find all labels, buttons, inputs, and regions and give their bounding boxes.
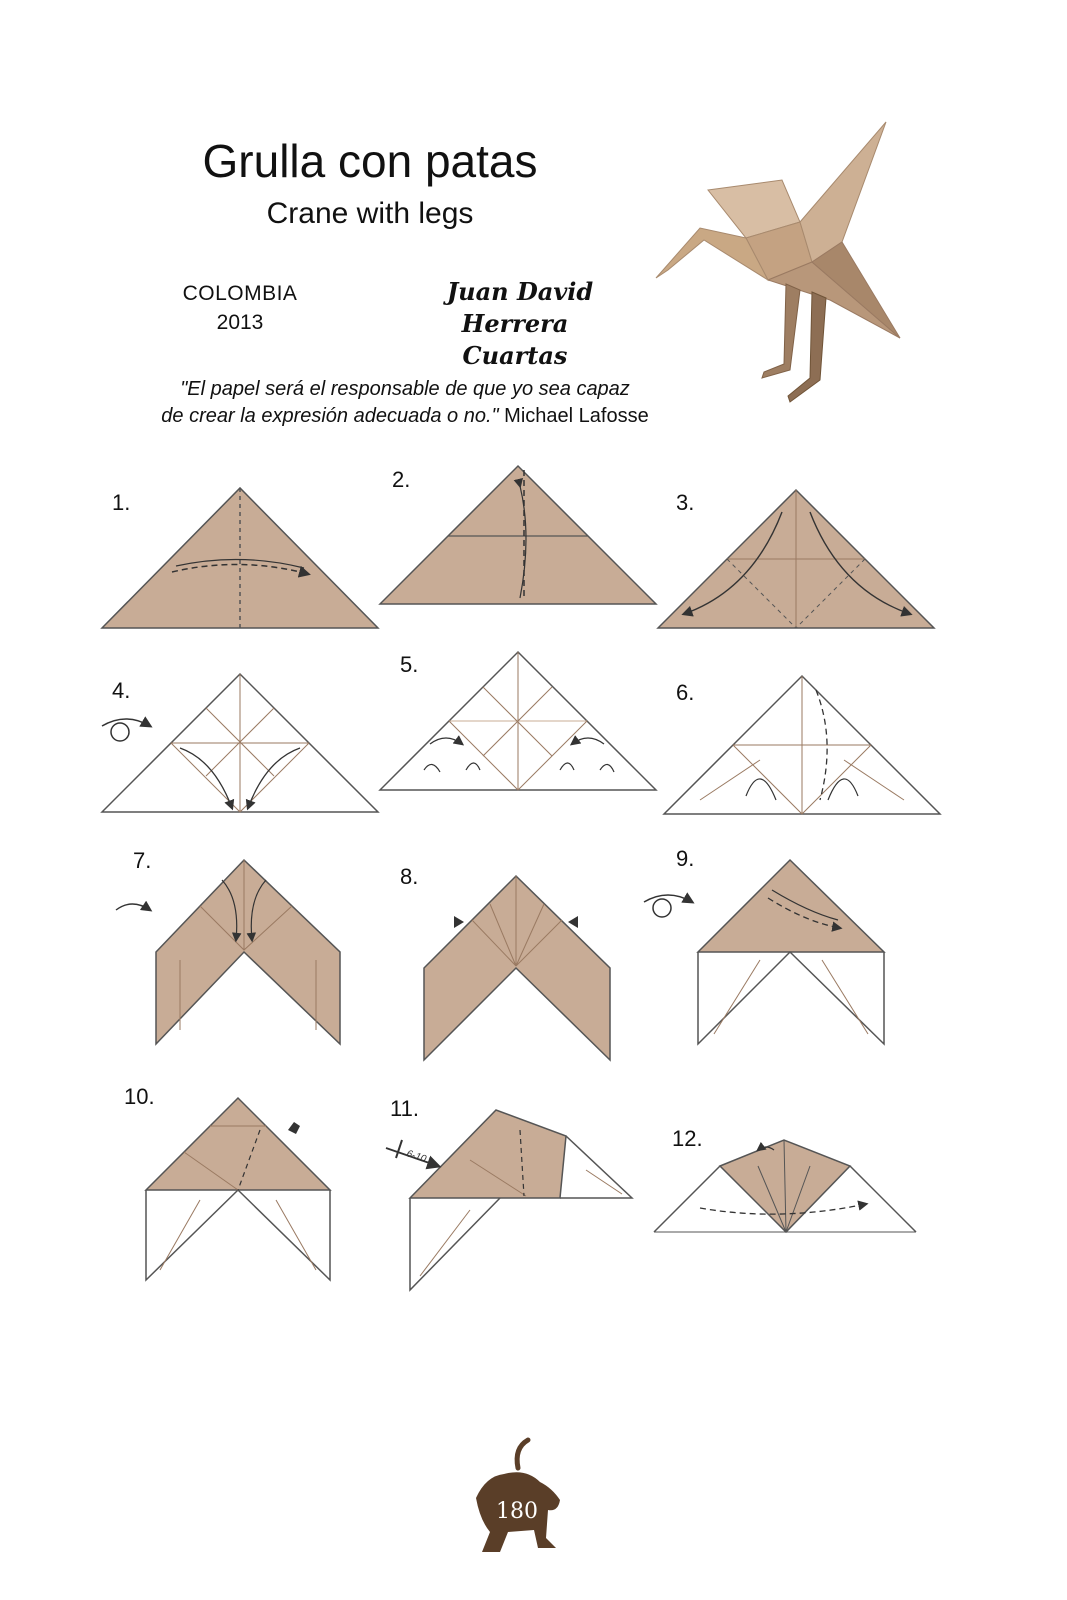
page-subtitle: Crane with legs (266, 197, 474, 230)
year-label: 2013 (216, 311, 264, 334)
quote-attribution: Michael Lafosse (504, 405, 649, 427)
page-number-badge (476, 1440, 560, 1552)
step-10-diagram (146, 1098, 330, 1280)
step-number-12: 12. (672, 1126, 703, 1151)
page-title: Grulla con patas (202, 135, 538, 187)
step-12-diagram (654, 1140, 916, 1232)
fold-hint-icon (288, 1122, 300, 1134)
step-number-1: 1. (112, 490, 131, 515)
quote-line-2: de crear la expresión adecuada o no." (161, 405, 499, 427)
crane-illustration (656, 122, 900, 402)
step-number-8: 8. (400, 864, 419, 889)
step-1-diagram (102, 488, 378, 628)
step-number-4: 4. (112, 678, 131, 703)
author-last-name: Herrera Cuartas (461, 309, 569, 370)
step-number-11: 11. (390, 1096, 419, 1121)
step-3-diagram (658, 490, 934, 628)
step-number-9: 9. (676, 846, 695, 871)
step-11-diagram (386, 1110, 632, 1290)
turn-over-icon (111, 723, 129, 741)
step-9-diagram (644, 860, 884, 1044)
step-7-diagram (116, 860, 340, 1044)
step-number-5: 5. (400, 652, 419, 677)
quote-line-1: "El papel será el responsable de que yo sea capaz (180, 378, 630, 400)
page-number: 180 (496, 1499, 538, 1524)
turn-over-icon (653, 899, 671, 917)
step-number-2: 2. (392, 467, 411, 492)
step-number-6: 6. (676, 680, 695, 705)
push-arrow-right-icon (568, 916, 578, 928)
country-label: COLOMBIA (182, 282, 298, 305)
step-6-diagram (664, 676, 940, 814)
step-4-diagram (102, 674, 378, 812)
step-number-7: 7. (133, 848, 152, 873)
step-number-3: 3. (676, 490, 695, 515)
push-arrow-left-icon (454, 916, 464, 928)
author-first-name: Juan David (446, 277, 594, 306)
step-11-arrow-label: 6-10 (405, 1148, 428, 1166)
step-2-diagram (380, 466, 656, 604)
step-5-diagram (380, 652, 656, 790)
step-8-diagram (424, 876, 610, 1060)
step-number-10: 10. (124, 1084, 155, 1109)
